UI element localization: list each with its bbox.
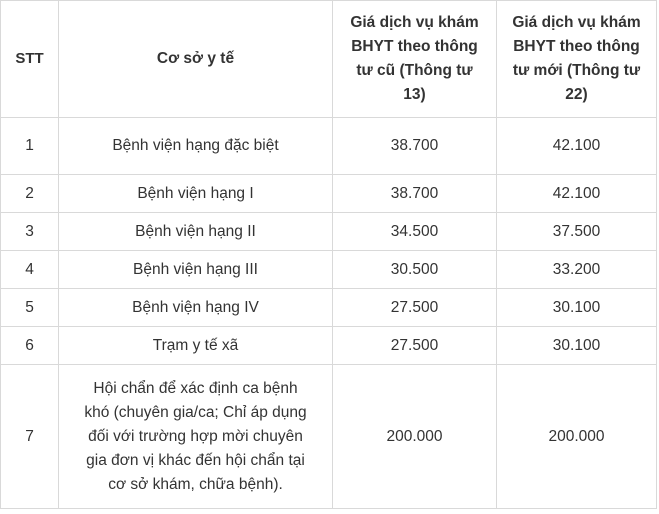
- stt-cell: 7: [1, 365, 59, 509]
- facility-line: khó (chuyên gia/ca; Chỉ áp dụng: [84, 403, 307, 421]
- header-old-price-line: 13): [403, 86, 426, 103]
- facility-cell: Bệnh viện hạng IV: [59, 289, 333, 327]
- header-new-price-line: 22): [565, 86, 588, 103]
- facility-cell: Bệnh viện hạng I: [59, 175, 333, 213]
- old-price-cell: 27.500: [333, 289, 497, 327]
- new-price-cell: 30.100: [497, 327, 657, 365]
- stt-cell: 3: [1, 213, 59, 251]
- facility-cell: Bệnh viện hạng đặc biệt: [59, 118, 333, 175]
- table-row: [1, 118, 657, 175]
- old-price-cell: 27.500: [333, 327, 497, 365]
- table-row: [1, 365, 657, 509]
- table-header-row: [1, 1, 657, 118]
- facility-line: đối với trường hợp mời chuyên: [88, 427, 303, 445]
- stt-cell: 1: [1, 118, 59, 175]
- table-row: [1, 289, 657, 327]
- header-stt: STT: [1, 1, 59, 118]
- header-new-price: [497, 1, 657, 118]
- old-price-cell: 200.000: [333, 365, 497, 509]
- header-new-price-line: BHYT theo thông: [513, 38, 640, 55]
- stt-cell: 4: [1, 251, 59, 289]
- stt-cell: 6: [1, 327, 59, 365]
- table-row: [1, 327, 657, 365]
- header-facility: Cơ sở y tế: [59, 1, 333, 118]
- new-price-cell: 37.500: [497, 213, 657, 251]
- old-price-cell: 34.500: [333, 213, 497, 251]
- header-old-price-line: BHYT theo thông: [351, 38, 478, 55]
- facility-cell: Bệnh viện hạng III: [59, 251, 333, 289]
- old-price-cell: 38.700: [333, 175, 497, 213]
- new-price-cell: 42.100: [497, 175, 657, 213]
- new-price-cell: 200.000: [497, 365, 657, 509]
- old-price-cell: 30.500: [333, 251, 497, 289]
- header-new-price-line: Giá dịch vụ khám: [512, 14, 641, 31]
- new-price-cell: 42.100: [497, 118, 657, 175]
- facility-cell: Trạm y tế xã: [59, 327, 333, 365]
- facility-cell: Bệnh viện hạng II: [59, 213, 333, 251]
- old-price-cell: 38.700: [333, 118, 497, 175]
- facility-line: gia đơn vị khác đến hội chẩn tại: [86, 451, 305, 469]
- new-price-cell: 30.100: [497, 289, 657, 327]
- header-old-price-line: tư cũ (Thông tư: [356, 62, 473, 79]
- stt-cell: 5: [1, 289, 59, 327]
- table-row: [1, 251, 657, 289]
- facility-line: cơ sở khám, chữa bệnh).: [108, 475, 283, 493]
- header-old-price: [333, 1, 497, 118]
- table-row: [1, 175, 657, 213]
- facility-line: Hội chẩn để xác định ca bệnh: [93, 379, 298, 397]
- facility-cell: [59, 365, 333, 509]
- header-new-price-line: tư mới (Thông tư: [512, 62, 641, 79]
- table-row: [1, 213, 657, 251]
- header-old-price-line: Giá dịch vụ khám: [350, 14, 479, 31]
- new-price-cell: 33.200: [497, 251, 657, 289]
- stt-cell: 2: [1, 175, 59, 213]
